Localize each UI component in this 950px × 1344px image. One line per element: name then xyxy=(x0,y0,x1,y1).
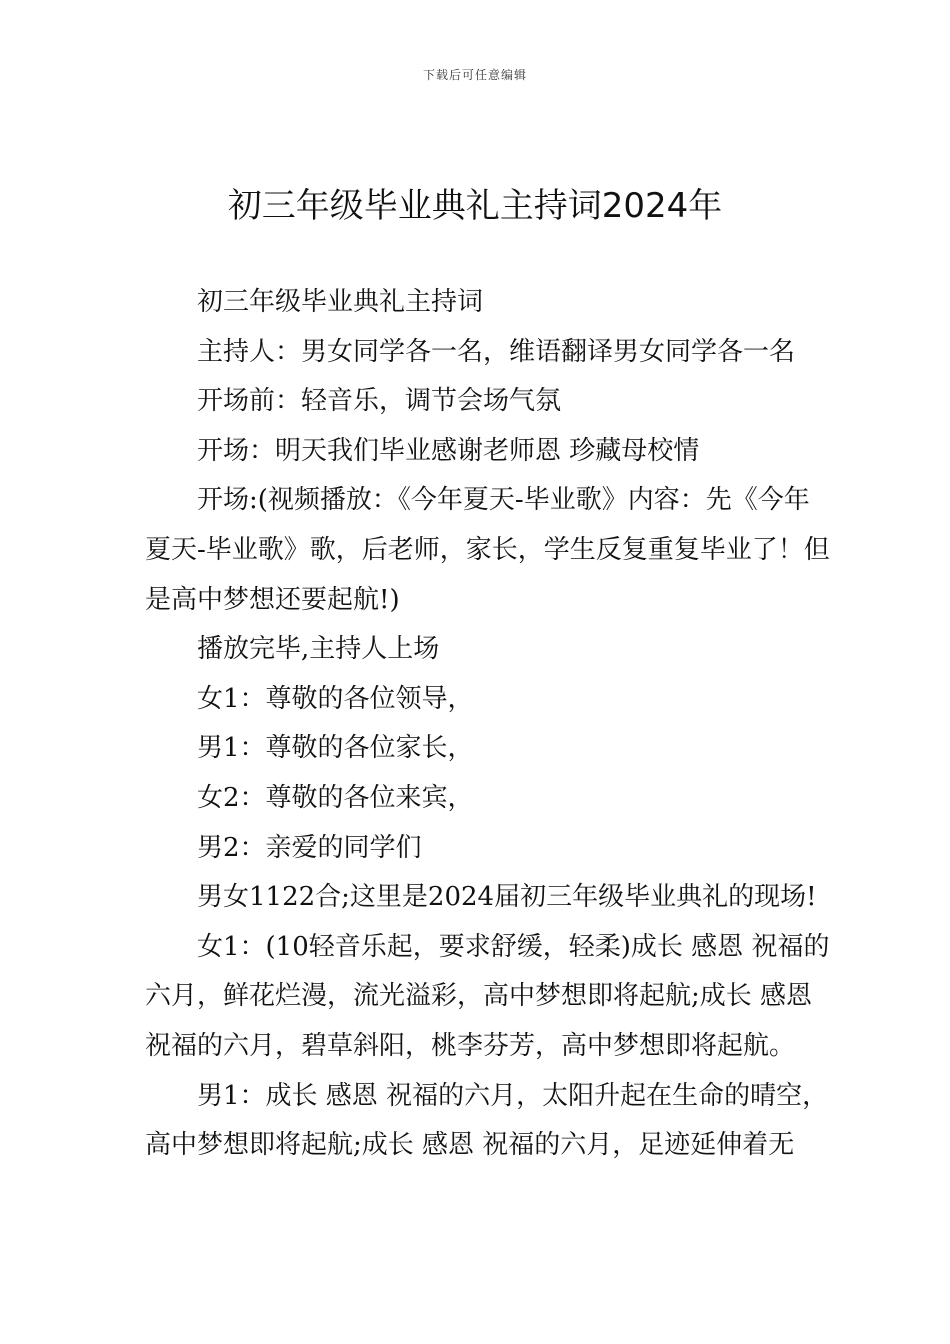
paragraph: 女2：尊敬的各位来宾， xyxy=(197,782,474,813)
paragraph: 开场：明天我们毕业感谢老师恩 珍藏母校情 xyxy=(197,435,700,466)
paragraph: 男2：亲爱的同学们 xyxy=(197,832,422,863)
paragraph: 开场:(视频播放：《今年夏天-毕业歌》内容：先《今年夏天-毕业歌》歌，后老师，家长，学生反复重复毕业了！但是高中梦想还要起航!) xyxy=(145,485,830,615)
document-title: 初三年级毕业典礼主持词2024年 xyxy=(227,186,723,226)
paragraph: 男女1122合;这里是2024届初三年级毕业典礼的现场! xyxy=(197,882,817,913)
document-body xyxy=(145,278,835,1171)
paragraph: 开场前：轻音乐，调节会场气氛 xyxy=(197,386,562,417)
paragraph: 主持人：男女同学各一名，维语翻译男女同学各一名 xyxy=(197,336,796,367)
header-note: 下载后可任意编辑 xyxy=(422,68,527,82)
paragraph: 女1：(10轻音乐起，要求舒缓，轻柔)成长 感恩 祝福的六月，鲜花烂漫，流光溢彩，高中梦想即将起航;成长 感恩 祝福的六月，碧草斜阳，桃李芬芳，高中梦想即将起航。 xyxy=(145,931,830,1061)
paragraph: 女1：尊敬的各位领导， xyxy=(197,683,474,714)
paragraph: 男1：成长 感恩 祝福的六月，太阳升起在生命的晴空，高中梦想即将起航;成长 感恩 祝福的六月，足迹延伸着无 xyxy=(145,1080,829,1161)
paragraph: 男1：尊敬的各位家长， xyxy=(197,733,474,764)
paragraph: 初三年级毕业典礼主持词 xyxy=(197,287,484,317)
paragraph: 播放完毕,主持人上场 xyxy=(197,634,440,665)
